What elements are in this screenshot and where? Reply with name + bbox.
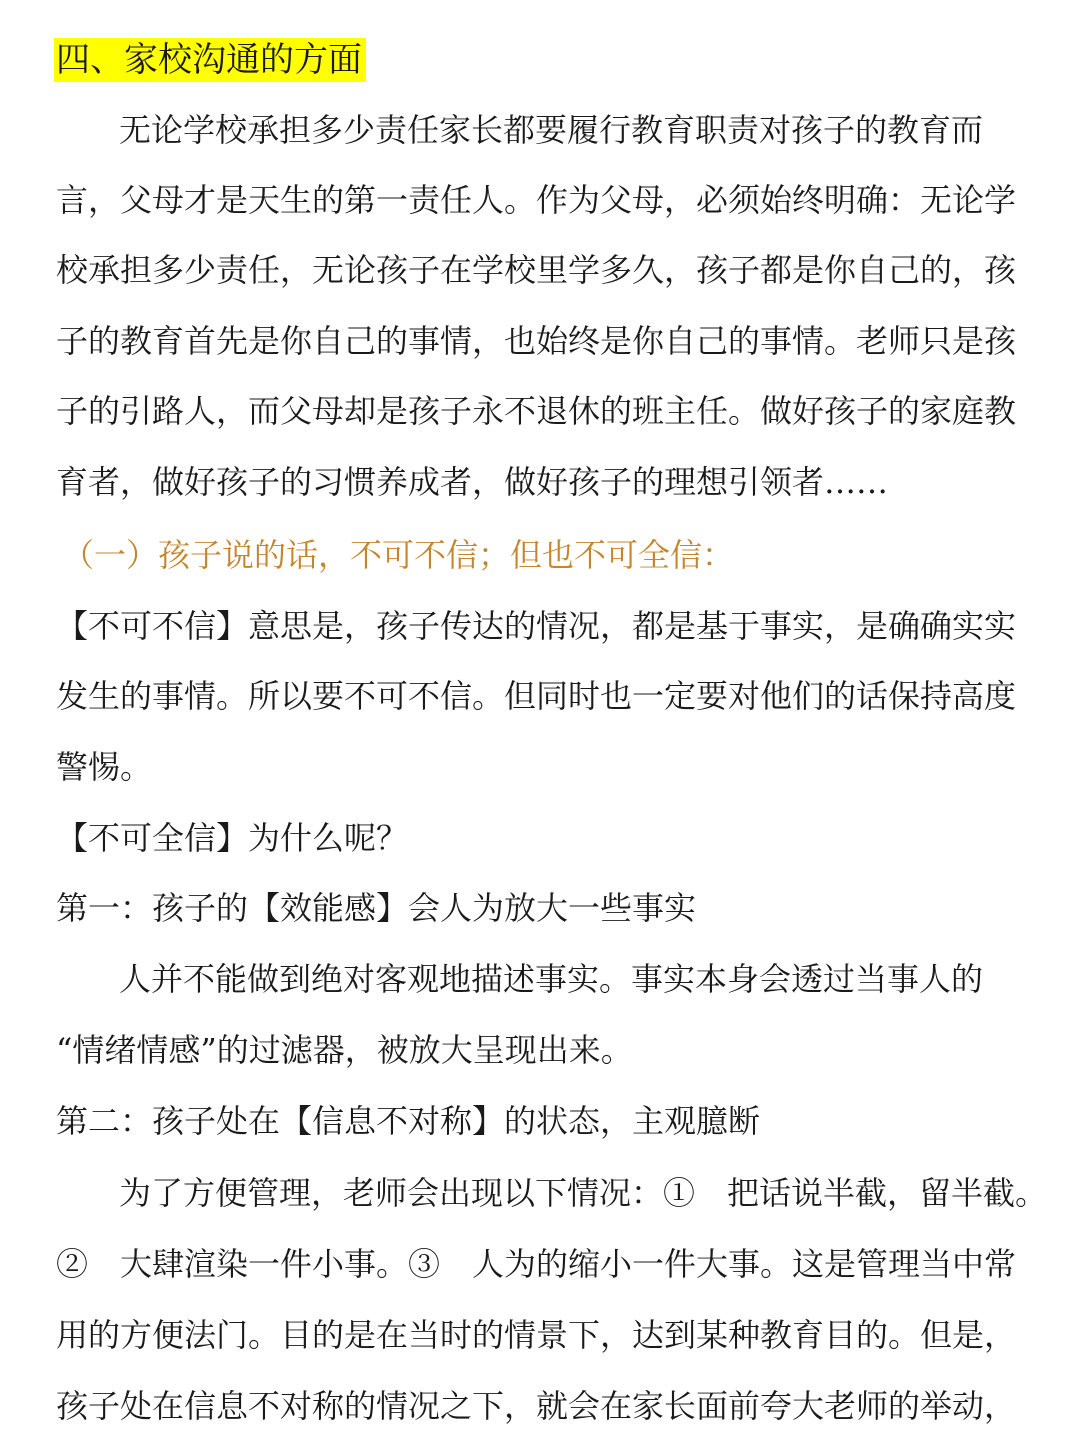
intro-line-4: 子的教育首先是你自己的事情，也始终是你自己的事情。老师只是孩: [56, 322, 1017, 360]
not-fully-believe-line: 【不可全信】为什么呢？: [56, 819, 409, 857]
point-two-title: 第二：孩子处在【信息不对称】的状态，主观臆断: [56, 1102, 761, 1140]
point-two-body-line-4: 孩子处在信息不对称的情况之下，就会在家长面前夸大老师的举动，: [56, 1387, 1017, 1425]
not-disbelieve-line-3: 警惕。: [56, 748, 153, 786]
section-heading: 四、家校沟通的方面: [54, 38, 366, 82]
point-two-body-line-3: 用的方便法门。目的是在当时的情景下，达到某种教育目的。但是，: [56, 1316, 1017, 1354]
point-two-body-line-1: 为了方便管理，老师会出现以下情况：① 把话说半截，留半截。: [119, 1174, 1048, 1212]
intro-line-2: 言，父母才是天生的第一责任人。作为父母，必须始终明确：无论学: [56, 181, 1017, 219]
point-one-body-line-1: 人并不能做到绝对客观地描述事实。事实本身会透过当事人的: [119, 960, 984, 998]
intro-line-1: 无论学校承担多少责任家长都要履行教育职责对孩子的教育而: [119, 111, 984, 149]
point-one-body-line-2: “情绪情感”的过滤器，被放大呈现出来。: [56, 1031, 633, 1069]
point-one-title: 第一：孩子的【效能感】会人为放大一些事实: [56, 889, 697, 927]
not-disbelieve-line-1: 【不可不信】意思是，孩子传达的情况，都是基于事实，是确确实实: [56, 607, 1017, 645]
intro-line-3: 校承担多少责任，无论孩子在学校里学多久，孩子都是你自己的，孩: [56, 251, 1017, 289]
intro-line-5: 子的引路人，而父母却是孩子永不退休的班主任。做好孩子的家庭教: [56, 392, 1017, 430]
not-disbelieve-line-2: 发生的事情。所以要不可不信。但同时也一定要对他们的话保持高度: [56, 677, 1017, 715]
point-two-body-line-2: ② 大肆渲染一件小事。③ 人为的缩小一件大事。这是管理当中常: [56, 1245, 1017, 1283]
intro-line-6: 育者，做好孩子的习惯养成者，做好孩子的理想引领者……: [56, 463, 889, 501]
subheading-one: （一）孩子说的话，不可不信；但也不可全信：: [62, 536, 735, 574]
